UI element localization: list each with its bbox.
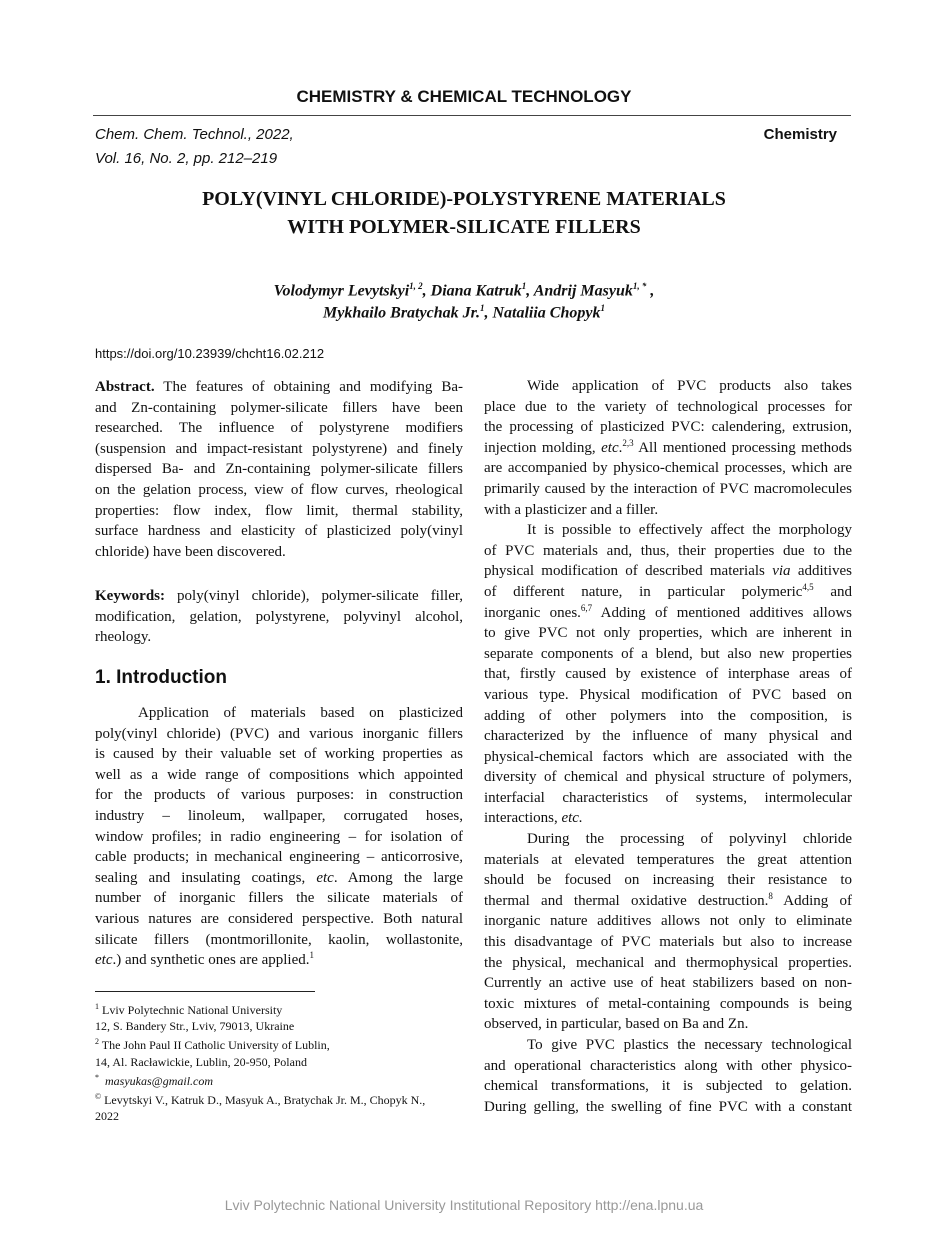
text-segment: physical modification of described materials — [484, 563, 773, 580]
text-line — [484, 870, 852, 891]
text-segment: poly(vinyl chloride), polymer-silicate filler, — [165, 588, 463, 604]
text-segment: surface hardness and elasticity of plasticized poly(vinyl — [95, 523, 463, 540]
text-line — [484, 500, 852, 521]
text-segment: Currently an active use of heat stabilizers based on non- — [484, 975, 852, 992]
affiliation-mark: 1, 2 — [409, 281, 423, 291]
text-line — [95, 847, 463, 868]
text-segment: interactions, — [484, 810, 562, 827]
text-segment: etc — [601, 439, 619, 456]
paper-title-line-2: WITH POLYMER-SILICATE FILLERS — [287, 216, 641, 238]
text-line — [95, 724, 463, 745]
text-line — [95, 418, 463, 439]
text-segment: 1 — [95, 1002, 99, 1011]
text-segment: The features of obtaining and modifying Ba- — [154, 379, 463, 395]
journal-name: CHEMISTRY & CHEMICAL TECHNOLOGY — [296, 87, 632, 106]
footnote-line — [95, 1070, 425, 1089]
text-line — [484, 788, 852, 809]
text-segment: cable products; in mechanical engineering – anticorrosive, — [95, 849, 463, 866]
text-segment: toxic mixtures of metal-containing compounds is being — [484, 995, 852, 1012]
text-segment: chemical transformations, it is subjected to gelation. — [484, 1078, 852, 1095]
text-segment: All mentioned processing methods — [633, 439, 852, 456]
subject-label: Chemistry — [763, 126, 837, 143]
text-segment: 1 — [309, 950, 314, 961]
affiliation-mark: 1 — [521, 281, 527, 291]
text-segment: 2022 — [95, 1109, 119, 1124]
text-line — [484, 932, 852, 953]
text-line — [484, 829, 852, 850]
text-segment: various type. Physical modification of PVC based on — [484, 686, 852, 703]
text-segment: Adding of — [772, 892, 852, 909]
text-segment: During the processing of polyvinyl chloride — [527, 831, 852, 848]
text-segment: and operational characteristics along with other physico- — [484, 1057, 852, 1074]
text-segment: poly(vinyl chloride) (PVC) and various inorganic fillers — [95, 725, 463, 742]
text-segment: © — [95, 1092, 102, 1102]
text-segment: dispersed Ba- and Zn-containing polymer-silicate fillers — [95, 461, 463, 478]
text-line — [484, 603, 852, 624]
author: Volodymyr Levytskyi — [273, 282, 410, 300]
text-segment: researched. The influence of polystyrene modifiers — [95, 420, 463, 437]
footnote-divider — [95, 991, 315, 992]
author: , Nataliia Chopyk — [484, 304, 601, 322]
repository-footer: Lviv Polytechnic National University Institutional Repository http://ena.lpnu.ua — [224, 1197, 704, 1213]
text-line — [95, 888, 463, 909]
text-line — [95, 703, 463, 724]
text-segment: During gelling, the swelling of fine PVC with a constant — [484, 1098, 852, 1115]
text-line — [484, 911, 852, 932]
text-line — [484, 561, 852, 582]
header-divider — [93, 115, 851, 116]
text-line — [95, 542, 463, 563]
paper-title-line-1: POLY(VINYL CHLORIDE)-POLYSTYRENE MATERIALS — [202, 188, 726, 210]
doi-link[interactable]: https://doi.org/10.23939/chcht16.02.212 — [95, 346, 325, 361]
text-segment: the physical, mechanical and thermophysical properties. — [484, 954, 852, 971]
text-line — [95, 377, 463, 398]
text-segment: inorganic ones. — [484, 604, 581, 621]
text-segment: separate components of a blend, but also new properties — [484, 645, 852, 662]
text-line — [95, 459, 463, 480]
text-line — [484, 1056, 852, 1077]
text-segment: should be focused on increasing their resistance to — [484, 872, 852, 889]
text-segment: on the gelation process, view of flow curves, rheological — [95, 481, 463, 498]
text-segment: and — [813, 583, 852, 600]
text-segment: etc. — [561, 810, 583, 827]
text-segment: Wide application of PVC products also takes — [527, 378, 852, 394]
footnote-line — [95, 1054, 425, 1070]
text-line — [484, 582, 852, 603]
affiliation-mark: 1 — [600, 303, 605, 313]
text-segment: The John Paul II Catholic University of Lublin, — [99, 1038, 330, 1053]
text-line — [484, 1035, 852, 1056]
text-segment: . — [618, 439, 623, 456]
text-line — [484, 685, 852, 706]
citation-line-1: Chem. Chem. Technol., 2022, — [95, 126, 294, 143]
text-line — [95, 398, 463, 419]
text-line — [484, 623, 852, 644]
text-segment: for the products of various purposes: in construction — [95, 787, 463, 804]
text-line — [95, 480, 463, 501]
text-segment: .) and synthetic ones are applied. — [112, 952, 310, 969]
text-line — [484, 520, 852, 541]
text-segment: and Zn-containing polymer-silicate fillers have been — [95, 399, 463, 416]
footnotes — [95, 999, 425, 1124]
text-segment: properties: flow index, flow limit, thermal stability, — [95, 502, 463, 519]
text-line — [484, 664, 852, 685]
text-segment: observed, in particular, based on Ba and Zn. — [484, 1016, 749, 1033]
text-segment: diversity of chemical and physical structure of polymers, — [484, 769, 852, 786]
text-segment: To give PVC plastics the necessary technological — [527, 1037, 852, 1053]
keywords — [95, 586, 463, 648]
text-segment: with a plasticizer and a filler. — [484, 501, 659, 518]
section-heading: 1. Introduction — [95, 667, 227, 688]
text-segment: well as a wide range of compositions which appointed — [95, 766, 463, 783]
text-segment: etc — [316, 869, 334, 886]
text-line — [95, 627, 463, 648]
text-line — [484, 644, 852, 665]
text-segment: that, firstly caused by existence of interphase areas of — [484, 666, 852, 683]
text-segment: modification, gelation, polystyrene, polyvinyl alcohol, — [95, 608, 463, 625]
text-segment: . Among the large — [333, 869, 463, 886]
text-line — [95, 501, 463, 522]
text-segment: chloride) have been discovered. — [95, 543, 286, 560]
citation-line-2: Vol. 16, No. 2, pp. 212–219 — [95, 150, 278, 167]
text-segment: is caused by their valuable set of working properties as — [95, 746, 463, 763]
text-line — [484, 994, 852, 1015]
text-line — [95, 827, 463, 848]
text-segment: of different nature, in particular polymeric — [484, 583, 803, 600]
text-line — [484, 479, 852, 500]
text-line — [484, 376, 852, 397]
text-line — [484, 808, 852, 829]
text-segment: It is possible to effectively affect the morphology — [527, 522, 852, 539]
text-line — [484, 973, 852, 994]
text-segment: window profiles; in radio engineering – for isolation of — [95, 828, 463, 845]
text-segment: Abstract. — [95, 379, 155, 395]
text-line — [484, 706, 852, 727]
text-segment: 2,3 — [622, 437, 634, 448]
text-line — [95, 930, 463, 951]
text-segment: various natures are considered perspective. Both natural — [95, 910, 463, 927]
text-segment: industry – linoleum, wallpaper, corrugated hoses, — [95, 807, 463, 824]
text-segment: additives — [790, 563, 852, 580]
text-line — [484, 1014, 852, 1035]
right-column-text — [484, 376, 852, 1117]
introduction-text — [95, 703, 463, 971]
text-line — [484, 541, 852, 562]
text-segment: * — [95, 1072, 99, 1082]
text-line — [484, 1097, 852, 1118]
text-segment: 8 — [768, 890, 773, 901]
text-segment: this disadvantage of PVC materials but also to increase — [484, 934, 852, 951]
text-line — [95, 521, 463, 542]
text-line — [95, 868, 463, 889]
text-segment: etc — [95, 952, 113, 969]
text-line — [484, 747, 852, 768]
text-line — [95, 439, 463, 460]
text-line — [484, 1076, 852, 1097]
text-segment: the processing of plasticized PVC: calendering, extrusion, — [484, 419, 852, 436]
text-segment: 14, Al. Racławickie, Lublin, 20-950, Poland — [95, 1054, 307, 1069]
text-segment: Adding of mentioned additives allows — [592, 604, 852, 621]
text-segment: via — [772, 563, 791, 580]
text-segment: Levytskyi V., Katruk D., Masyuk A., Bratychak Jr. M., Chopyk N., — [101, 1093, 426, 1108]
text-segment: 2 — [95, 1037, 99, 1047]
authors-line-2 — [0, 303, 928, 322]
footnote-line — [95, 1018, 425, 1034]
footnote-line — [95, 1034, 425, 1053]
text-segment: inorganic nature additives allows not only to eliminate — [484, 913, 852, 930]
abstract — [95, 377, 463, 562]
text-segment: masyukas@gmail.com — [105, 1073, 214, 1088]
text-line — [484, 458, 852, 479]
text-segment: Application of materials based on plasticized — [138, 705, 463, 721]
text-line — [484, 953, 852, 974]
text-segment: rheology. — [95, 629, 152, 646]
text-segment: materials at elevated temperatures the great attention — [484, 851, 852, 868]
text-line — [95, 785, 463, 806]
text-line — [484, 397, 852, 418]
separator: , — [646, 282, 655, 300]
text-line — [95, 586, 463, 607]
text-line — [95, 607, 463, 628]
affiliation-mark: 1, * — [632, 281, 647, 291]
text-segment: adding of other polymers into the composition, is — [484, 707, 852, 724]
text-segment: interfacial characteristics of systems, intermolecular — [484, 789, 852, 806]
text-segment: of PVC materials and, thus, their properties due to the — [484, 542, 852, 559]
text-line — [484, 767, 852, 788]
text-line — [95, 950, 463, 971]
footnote-line — [95, 1089, 425, 1108]
text-line — [484, 726, 852, 747]
text-segment: primarily caused by the interaction of PVC macromolecules — [484, 480, 852, 497]
text-segment: place due to the variety of technological processes for — [484, 398, 852, 415]
text-line — [484, 891, 852, 912]
text-line — [95, 806, 463, 827]
text-segment: sealing and insulating coatings, — [95, 869, 317, 886]
text-line — [95, 765, 463, 786]
affiliation-mark: 1 — [479, 303, 485, 313]
text-line — [95, 909, 463, 930]
text-segment: Keywords: — [95, 588, 165, 604]
author: , Diana Katruk — [422, 282, 522, 300]
author: , Andrij Masyuk — [526, 282, 633, 300]
text-segment: Lviv Polytechnic National University — [99, 1003, 283, 1017]
text-segment: thermal and thermal oxidative destruction. — [484, 892, 769, 909]
text-segment: physical-chemical factors which are associated with the — [484, 748, 852, 765]
text-line — [484, 438, 852, 459]
authors-line-1 — [0, 281, 928, 300]
text-line — [95, 744, 463, 765]
text-segment: are accompanied by physico-chemical processes, which are — [484, 460, 852, 477]
text-segment: 6,7 — [580, 602, 593, 613]
footnote-line — [95, 999, 425, 1018]
text-segment: 4,5 — [802, 581, 814, 592]
text-segment: number of inorganic fillers the silicate materials of — [95, 890, 463, 907]
text-segment: injection molding, — [484, 439, 602, 456]
text-line — [484, 850, 852, 871]
text-segment: to give PVC not only properties, which are inherent in — [484, 625, 852, 642]
text-line — [484, 417, 852, 438]
author: Mykhailo Bratychak Jr. — [323, 304, 480, 322]
footnote-line — [95, 1108, 425, 1124]
text-segment: (suspension and impact-resistant polystyrene) and finely — [95, 440, 463, 457]
text-segment: characterized by the influence of many physical and — [484, 728, 852, 745]
text-segment: silicate fillers (montmorillonite, kaolin, wollastonite, — [95, 931, 463, 948]
text-segment: 12, S. Bandery Str., Lviv, 79013, Ukraine — [95, 1019, 295, 1034]
